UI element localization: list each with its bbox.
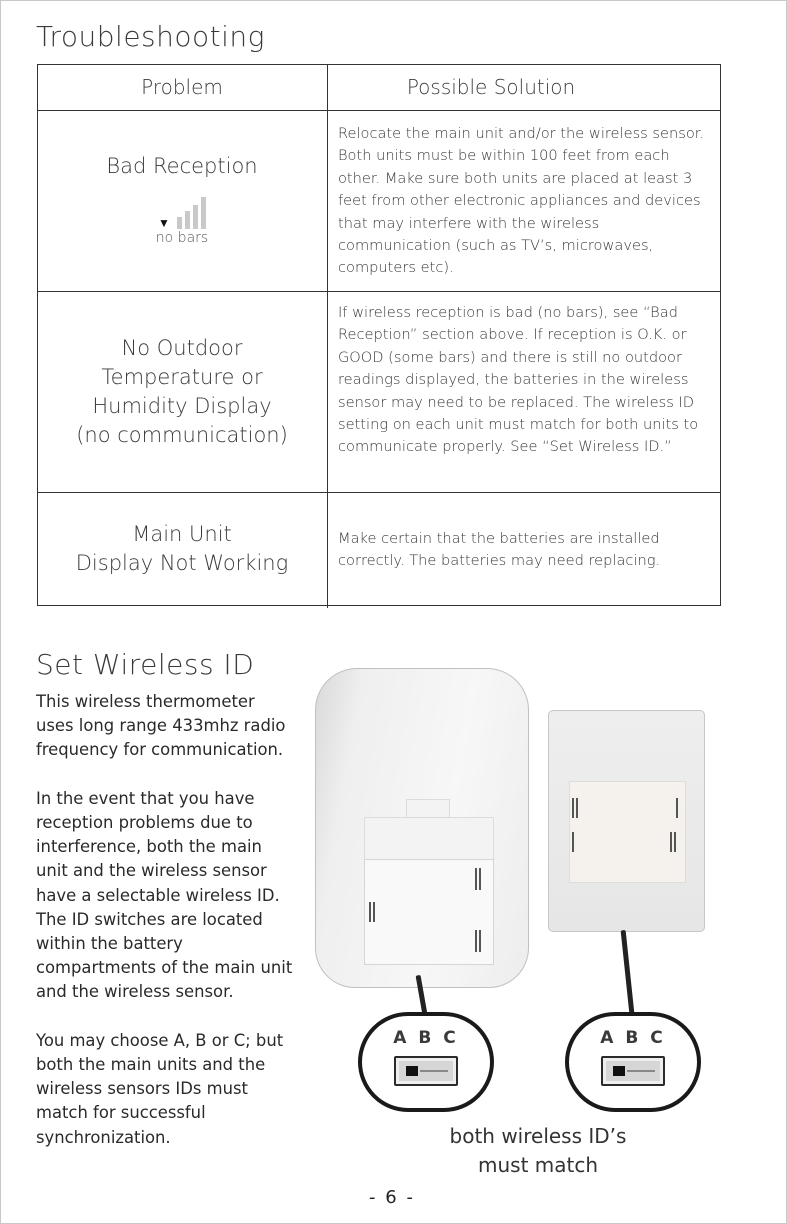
problem-line: No Outdoor [121,336,243,360]
no-bars-label: no bars [155,230,209,246]
contact-mark [572,832,574,852]
solution-no-outdoor: If wireless reception is bad (no bars), see “Bad Reception” section above. If reception is O.K. or GOOD (some bars) and there is still no outdoor readings displayed, the batteries in the wireless sensor may need to be replaced. The wireless ID setting on each unit must match for both units to communicate properly. See “Set Wireless ID.” [338,304,699,456]
switch-label: A B C [393,1028,459,1048]
solution-main-unit: Make certain that the batteries are installed correctly. The batteries may need replacing. [338,530,661,570]
signal-bar [185,211,190,229]
table-border-right [720,64,721,606]
contact-mark [674,832,676,852]
problem-line: Temperature or [101,365,263,389]
paragraph: This wireless thermometer uses long range 433mhz radio frequency for communication. [36,692,286,760]
slider-track [627,1070,655,1072]
contact-mark [475,930,477,952]
table-header-divider [37,110,721,111]
signal-bars-icon [158,195,206,229]
contact-mark [479,930,481,952]
problem-no-outdoor [37,292,327,492]
troubleshooting-table [37,64,721,606]
contact-mark [373,902,375,922]
paragraph: You may choose A, B or C; but both the main units and the wireless sensors IDs must match for successful synchronization. [36,1030,284,1147]
troubleshooting-title: Troubleshooting [36,20,265,53]
problem-line: Display Not Working [75,551,289,575]
slider-knob [613,1066,625,1076]
battery-compartment-lid [364,817,494,862]
problem-line: (no communication) [76,423,288,447]
contact-mark [670,832,672,852]
contact-mark [576,798,578,818]
switch-caption [420,1122,656,1180]
problem-line: Humidity Display [92,394,272,418]
id-slider [601,1056,665,1086]
main-unit-id-switch [358,1012,494,1112]
problem-line: Main Unit [132,522,232,546]
wireless-sensor-illustration [548,710,705,932]
wireless-instructions [36,690,296,1174]
caption-line: must match [477,1153,599,1177]
contact-mark [475,868,477,890]
slider-track [420,1070,448,1072]
signal-bar [201,197,206,229]
sensor-id-switch [565,1012,701,1112]
caption-line: both wireless ID’s [449,1124,627,1148]
contact-mark [479,868,481,890]
battery-compartment [569,781,686,883]
switch-label: A B C [600,1028,666,1048]
main-unit-illustration [315,668,529,988]
column-header-problem: Problem [141,75,223,99]
problem-main-unit [37,493,327,605]
column-header-solution: Possible Solution [406,75,576,99]
table-border-bottom [37,605,721,606]
problem-label: Bad Reception [106,154,258,178]
paragraph: In the event that you have reception problems due to interference, both the main unit and the wireless sensor have a selectable wireless ID. The ID switches are located within the battery compartments of the main unit and the wireless sensor. [36,788,293,1002]
solution-bad-reception: Relocate the main unit and/or the wireless sensor. Both units must be within 100 feet from each other. Make sure both units are placed at least 3 feet from other electronic appliances and devices that may interfere with the wireless communication (such as TV’s, microwaves, computers etc). [338,125,705,277]
slider-knob [406,1066,418,1076]
signal-bar [177,217,182,229]
id-slider [394,1056,458,1086]
signal-bar [193,205,198,229]
contact-mark [676,798,678,818]
problem-bad-reception [37,152,327,282]
page-number: - 6 - [369,1187,415,1208]
battery-compartment [364,859,494,965]
wireless-id-title: Set Wireless ID [36,648,255,681]
contact-mark [572,798,574,818]
antenna-icon: ▼ [158,216,170,230]
table-column-divider [327,64,328,608]
contact-mark [369,902,371,922]
